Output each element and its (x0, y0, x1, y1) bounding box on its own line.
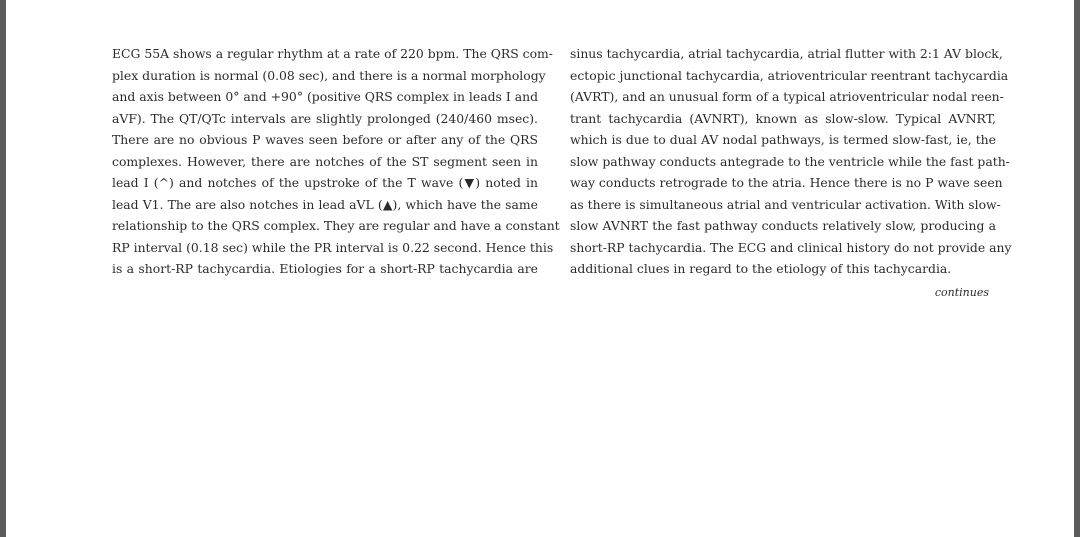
text-line: ectopic junctional tachycardia, atrioventricular reentrant tachycardia (570, 67, 1009, 83)
text-line: way conducts retrograde to the atria. Hence there is no P wave seen (570, 175, 1003, 190)
text-line: additional clues in regard to the etiology of this tachycardia. (570, 261, 952, 276)
text-line: is a short-RP tachycardia. Etiologies for a short-RP tachycardia are (112, 261, 538, 276)
text-line: aVF). The QT/QTc intervals are slightly prolonged (240/460 msec). (112, 110, 538, 126)
text-line: complexes. However, there are notches of the ST segment seen in (112, 153, 538, 169)
text-line: slow AVNRT the fast pathway conducts relatively slow, producing a (570, 218, 996, 233)
right-text-column (570, 43, 1012, 280)
text-line: ECG 55A shows a regular rhythm at a rate of 220 bpm. The QRS com- (112, 46, 553, 61)
text-line: There are no obvious P waves seen before or after any of the QRS (112, 132, 538, 147)
text-line: lead V1. The are also notches in lead aVL (▲), which have the same (112, 196, 538, 212)
continues-label: continues (934, 286, 989, 299)
text-line: RP interval (0.18 sec) while the PR interval is 0.22 second. Hence this (112, 239, 554, 255)
text-line: and axis between 0° and +90° (positive QRS complex in leads I and (112, 89, 538, 104)
document-page (6, 0, 1074, 537)
text-line: lead I (^) and notches of the upstroke of the T wave (▼) noted in (112, 175, 538, 190)
text-line: trant tachycardia (AVNRT), known as slow-slow. Typical AVNRT, (570, 110, 996, 126)
text-line: as there is simultaneous atrial and ventricular activation. With slow- (570, 196, 1001, 212)
left-text-column (112, 43, 560, 280)
text-line: (AVRT), and an unusual form of a typical atrioventricular nodal reen- (570, 89, 1004, 104)
text-line: sinus tachycardia, atrial tachycardia, atrial flutter with 2:1 AV block, (570, 46, 1003, 61)
text-line: relationship to the QRS complex. They are regular and have a constant (112, 218, 560, 233)
text-line: slow pathway conducts antegrade to the ventricle while the fast path- (570, 153, 1010, 169)
text-line: which is due to dual AV nodal pathways, is termed slow-fast, ie, the (570, 132, 996, 147)
text-line: plex duration is normal (0.08 sec), and there is a normal morphology (112, 67, 546, 83)
text-line: short-RP tachycardia. The ECG and clinical history do not provide any (570, 239, 1012, 255)
